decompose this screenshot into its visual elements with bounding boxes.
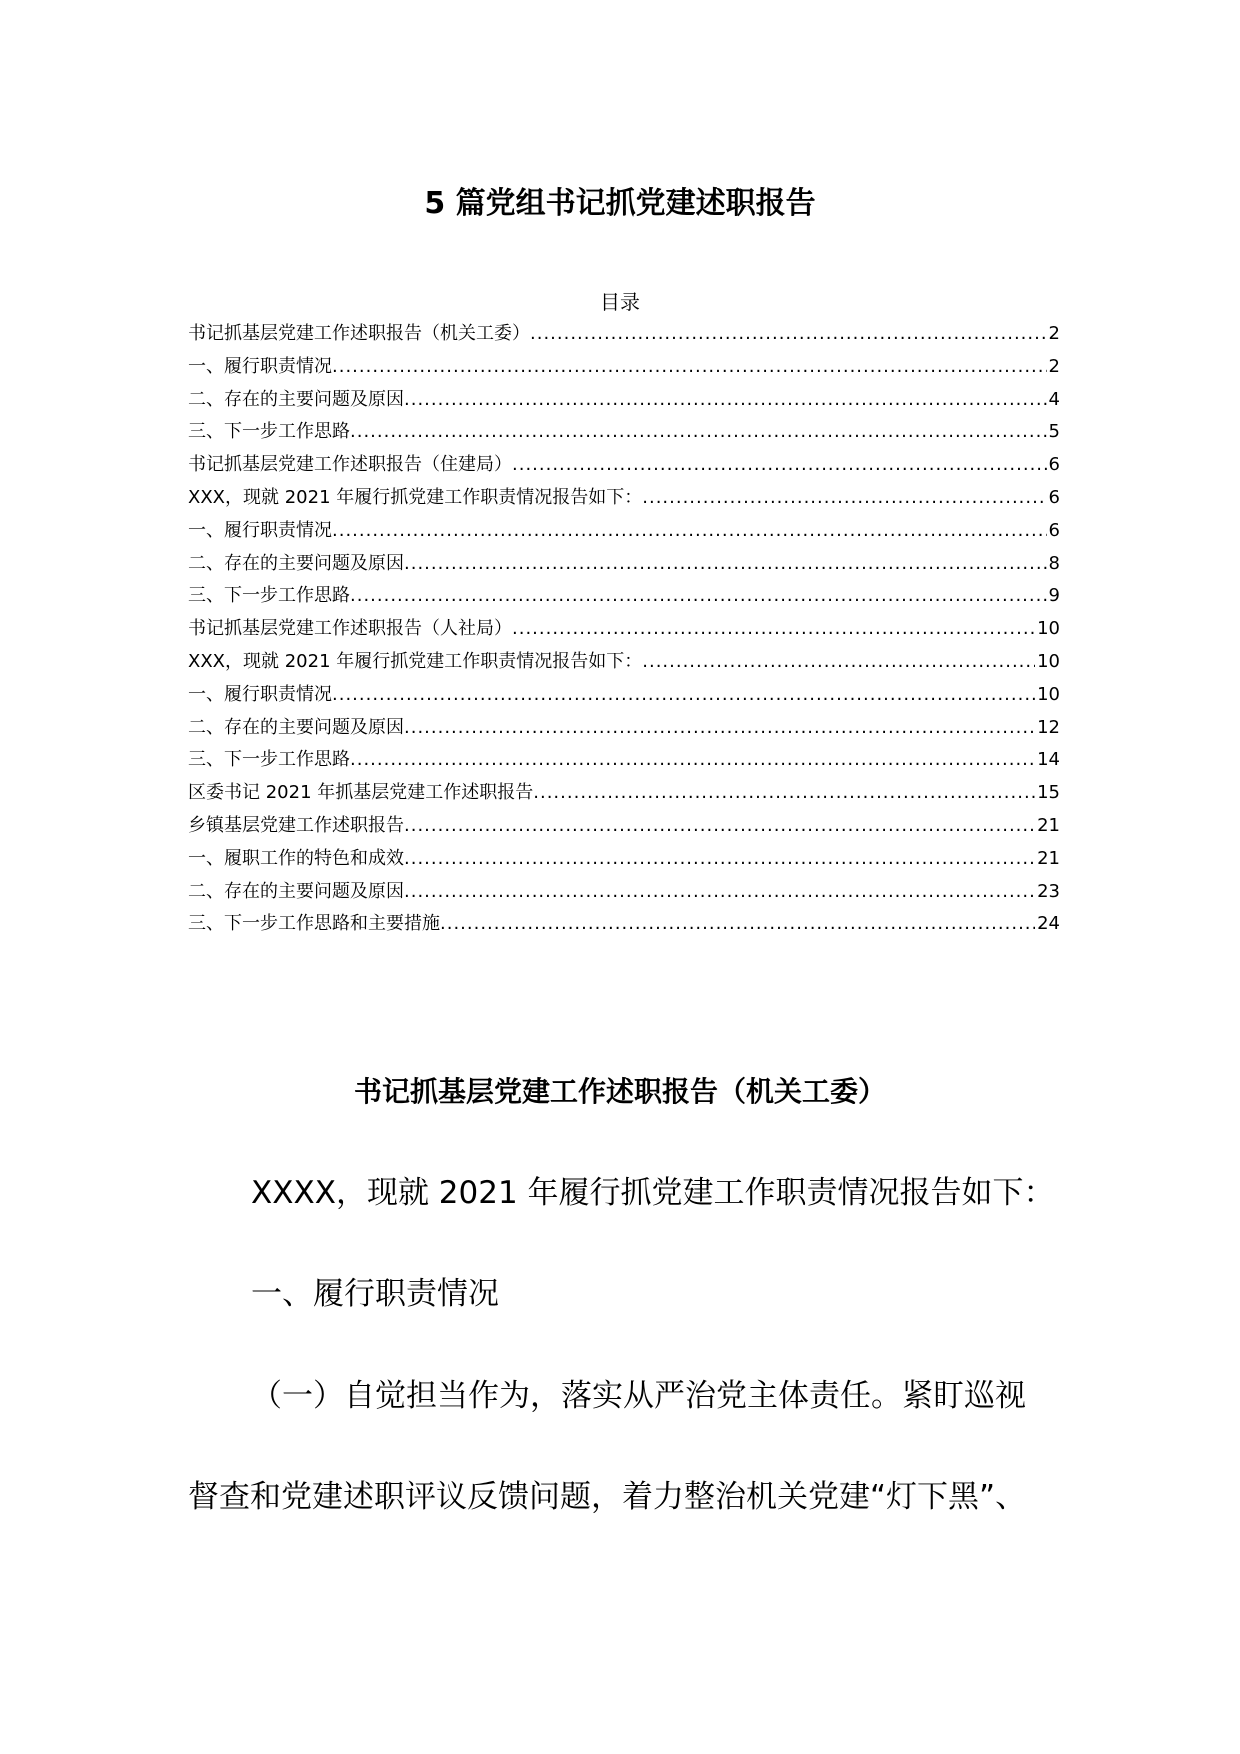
toc-entry-text: 二、存在的主要问题及原因 bbox=[188, 880, 404, 902]
toc-entry-text: 二、存在的主要问题及原因 bbox=[188, 716, 404, 738]
toc-page-number: 2 bbox=[1048, 355, 1060, 377]
toc-dot-leader bbox=[332, 679, 1035, 712]
body-paragraph-line: 督查和党建述职评议反馈问题，着力整治机关党建“灯下黑”、 bbox=[188, 1479, 1027, 1515]
toc-entry[interactable] bbox=[188, 613, 1060, 646]
toc-entry[interactable] bbox=[188, 548, 1060, 581]
toc-entry[interactable] bbox=[188, 515, 1060, 548]
toc-entry-text: 一、履行职责情况 bbox=[188, 519, 332, 541]
toc-entry-text: 书记抓基层党建工作述职报告（住建局） bbox=[188, 454, 512, 476]
toc-page-number: 23 bbox=[1037, 880, 1060, 902]
toc-dot-leader bbox=[530, 318, 1047, 351]
toc-page-number: 21 bbox=[1037, 847, 1060, 869]
toc-entry[interactable] bbox=[188, 351, 1060, 384]
toc-dot-leader bbox=[533, 777, 1035, 810]
toc-page-number: 24 bbox=[1037, 913, 1060, 935]
toc-dot-leader bbox=[404, 384, 1047, 417]
toc-page-number: 12 bbox=[1037, 716, 1060, 738]
toc-entry-text: 一、履职工作的特色和成效 bbox=[188, 847, 404, 869]
toc-entry[interactable] bbox=[188, 744, 1060, 777]
toc-dot-leader bbox=[512, 613, 1035, 646]
toc-entry[interactable] bbox=[188, 384, 1060, 417]
toc-entry-text: 三、下一步工作思路和主要措施 bbox=[188, 913, 440, 935]
toc-dot-leader bbox=[350, 416, 1047, 449]
toc-page-number: 5 bbox=[1048, 421, 1060, 443]
toc-dot-leader bbox=[404, 843, 1035, 876]
toc-entry[interactable] bbox=[188, 416, 1060, 449]
toc-entry-text: 二、存在的主要问题及原因 bbox=[188, 552, 404, 574]
toc-page-number: 9 bbox=[1048, 585, 1060, 607]
body-heading-duties: 一、履行职责情况 bbox=[251, 1276, 499, 1312]
toc-dot-leader bbox=[642, 482, 1046, 515]
toc-entry[interactable] bbox=[188, 318, 1060, 351]
toc-entry-text: 三、下一步工作思路 bbox=[188, 421, 350, 443]
toc-page-number: 6 bbox=[1048, 454, 1060, 476]
toc-entry[interactable] bbox=[188, 482, 1060, 515]
toc-entry[interactable] bbox=[188, 580, 1060, 613]
toc-entry[interactable] bbox=[188, 908, 1060, 941]
toc-entry-text: 三、下一步工作思路 bbox=[188, 585, 350, 607]
toc-page-number: 14 bbox=[1037, 749, 1060, 771]
toc-page-number: 10 bbox=[1037, 683, 1060, 705]
toc-dot-leader bbox=[350, 744, 1035, 777]
toc-entry[interactable] bbox=[188, 843, 1060, 876]
toc-entry[interactable] bbox=[188, 679, 1060, 712]
toc-entry[interactable] bbox=[188, 646, 1060, 679]
toc-entry[interactable] bbox=[188, 712, 1060, 745]
toc-dot-leader bbox=[512, 449, 1047, 482]
toc-page-number: 10 bbox=[1037, 650, 1060, 672]
toc-entry-text: XXX，现就 2021 年履行抓党建工作职责情况报告如下： bbox=[188, 486, 643, 508]
toc-page-number: 8 bbox=[1048, 552, 1060, 574]
toc-entry-text: 三、下一步工作思路 bbox=[188, 749, 350, 771]
toc-dot-leader bbox=[404, 712, 1035, 745]
toc-page-number: 15 bbox=[1037, 782, 1060, 804]
toc-page-number: 6 bbox=[1048, 519, 1060, 541]
toc-entry[interactable] bbox=[188, 449, 1060, 482]
body-paragraph-intro: XXXX，现就 2021 年履行抓党建工作职责情况报告如下： bbox=[251, 1175, 1055, 1211]
toc-entry-text: 二、存在的主要问题及原因 bbox=[188, 388, 404, 410]
toc-entry-text: 书记抓基层党建工作述职报告（人社局） bbox=[188, 618, 512, 640]
toc-heading: 目录 bbox=[600, 290, 640, 314]
table-of-contents bbox=[188, 318, 1060, 941]
toc-dot-leader bbox=[350, 580, 1047, 613]
toc-page-number: 4 bbox=[1048, 388, 1060, 410]
toc-entry[interactable] bbox=[188, 777, 1060, 810]
toc-dot-leader bbox=[404, 810, 1035, 843]
toc-entry-text: 乡镇基层党建工作述职报告 bbox=[188, 814, 404, 836]
document-title: 5 篇党组书记抓党建述职报告 bbox=[424, 186, 816, 221]
toc-entry-text: XXX，现就 2021 年履行抓党建工作职责情况报告如下： bbox=[188, 650, 643, 672]
toc-dot-leader bbox=[404, 548, 1047, 581]
toc-page-number: 2 bbox=[1048, 323, 1060, 344]
toc-dot-leader bbox=[332, 351, 1047, 384]
toc-entry-text: 书记抓基层党建工作述职报告（机关工委） bbox=[188, 323, 530, 344]
toc-dot-leader bbox=[332, 515, 1047, 548]
toc-page-number: 6 bbox=[1048, 486, 1060, 508]
toc-entry-text: 一、履行职责情况 bbox=[188, 355, 332, 377]
toc-entry-text: 区委书记 2021 年抓基层党建工作述职报告 bbox=[188, 782, 534, 804]
toc-dot-leader bbox=[642, 646, 1035, 679]
toc-dot-leader bbox=[440, 908, 1035, 941]
toc-entry[interactable] bbox=[188, 810, 1060, 843]
section-title: 书记抓基层党建工作述职报告（机关工委） bbox=[353, 1075, 886, 1108]
toc-page-number: 10 bbox=[1037, 618, 1060, 640]
body-paragraph-line: （一）自觉担当作为，落实从严治党主体责任。紧盯巡视 bbox=[251, 1378, 1026, 1414]
toc-entry[interactable] bbox=[188, 876, 1060, 909]
toc-page-number: 21 bbox=[1037, 814, 1060, 836]
toc-entry-text: 一、履行职责情况 bbox=[188, 683, 332, 705]
toc-dot-leader bbox=[404, 876, 1035, 909]
